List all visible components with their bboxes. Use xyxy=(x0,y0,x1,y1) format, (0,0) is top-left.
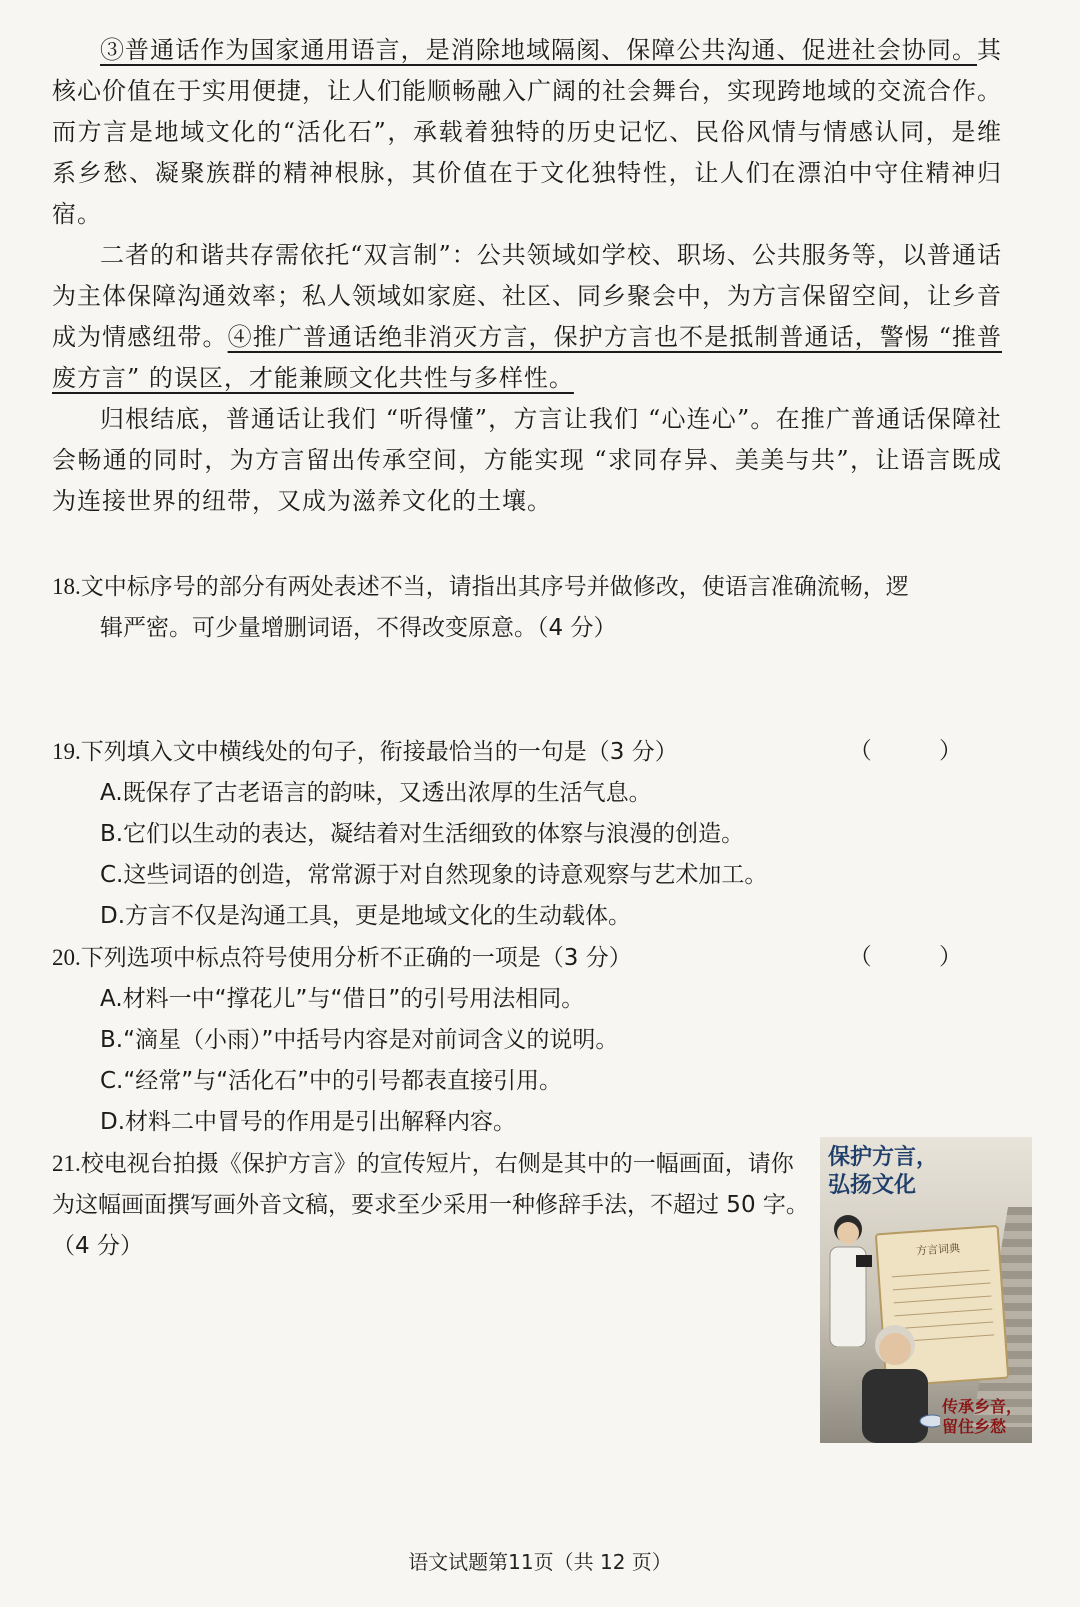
poster-title-line2: 弘扬文化 xyxy=(828,1172,917,1198)
option-a: A.既保存了古老语言的韵味，又透出浓厚的生活气息。 xyxy=(100,780,652,806)
question-stem: 下列填入文中横线处的句子，衔接最恰当的一句是（3 分） xyxy=(80,739,678,765)
option-d: D.材料二中冒号的作用是引出解释内容。 xyxy=(100,1109,517,1135)
answer-space xyxy=(52,649,1002,731)
option-a: A.材料一中“撑花儿”与“借日”的引号用法相同。 xyxy=(100,986,585,1012)
option-d: D.方言不仅是沟通工具，更是地域文化的生动载体。 xyxy=(100,903,632,929)
poster-slogan xyxy=(942,1397,1022,1437)
question-20 xyxy=(52,937,1002,979)
passage-paragraph-1 xyxy=(52,30,1002,235)
question-text: 校电视台拍摄《保护方言》的宣传短片，右侧是其中的一幅画面，请你为这幅画面撰写画外音文稿，要求至少采用一种修辞手法，不超过 50 字。（4 分） xyxy=(52,1151,809,1259)
poster-image xyxy=(820,1137,1032,1443)
poster-slogan-line2: 留住乡愁 xyxy=(941,1417,1006,1436)
option-c: C.这些词语的创造，常常源于对自然现象的诗意观察与艺术加工。 xyxy=(100,862,768,888)
question-number: 18. xyxy=(52,574,81,599)
page-footer: 语文试题第11页（共 12 页） xyxy=(408,1550,672,1574)
underlined-sentence-3: ③普通话作为国家通用语言，是消除地域隔阂、保障公共沟通、促进社会协同。 xyxy=(100,36,977,64)
question-21 xyxy=(52,1143,812,1267)
answer-bracket[interactable]: （ ） xyxy=(848,738,992,764)
option-c: C.“经常”与“活化石”中的引号都表直接引用。 xyxy=(100,1068,563,1094)
answer-bracket[interactable]: （ ） xyxy=(848,944,992,970)
passage-paragraph-3: 归根结底，普通话让我们 “听得懂”，方言让我们 “心连心”。在推广普通话保障社会畅通的同时，为方言留出传承空间，方能实现 “求同存异、美美与共”，让语言既成为连接世界的纽带，又成为滋养文化的土壤。 xyxy=(52,405,1002,515)
question-stem: 下列选项中标点符号使用分析不正确的一项是（3 分） xyxy=(80,945,632,971)
question-number: 19. xyxy=(52,739,81,764)
paragraph-2-text: 二者的和谐共存需依托“双言制”：公共领域如学校、职场、公共服务等，以普通话为主体保障沟通效率；私人领域如家庭、社区、同乡聚会中，为方言保留空间，让乡音成为情感纽带。 xyxy=(52,241,1002,351)
question-number: 20. xyxy=(52,945,81,970)
question-text: 文中标序号的部分有两处表述不当，请指出其序号并做修改，使语言准确流畅，逻 xyxy=(80,574,909,600)
paragraph-1-text: 其核心价值在于实用便捷，让人们能顺畅融入广阔的社会舞台，实现跨地域的交流合作。而方言是地域文化的“活化石”，承载着独特的历史记忆、民俗风情与情感认同，是维系乡愁、凝聚族群的精神根脉，其价值在于文化独特性，让人们在漂泊中守住精神归宿。 xyxy=(52,36,1002,228)
passage xyxy=(52,30,1002,522)
question-text-line2: 辑严密。可少量增删词语，不得改变原意。（4 分） xyxy=(100,615,617,641)
question-19 xyxy=(52,731,1002,773)
book-title: 方言词典 xyxy=(915,1241,961,1258)
poster-title-line1: 保护方言， xyxy=(828,1144,939,1170)
underlined-sentence-4: ④推广普通话绝非消灭方言，保护方言也不是抵制普通话，警惕 “推普废方言” 的误区，才能兼顾文化共性与多样性。 xyxy=(52,323,1002,392)
question-18 xyxy=(52,566,1002,649)
option-b: B.“滴星（小雨）”中括号内容是对前词含义的说明。 xyxy=(100,1027,619,1053)
elderly-person-illustration xyxy=(850,1317,940,1443)
passage-paragraph-2 xyxy=(52,235,1002,399)
poster-slogan-line1: 传承乡音， xyxy=(941,1397,1022,1416)
option-b: B.它们以生动的表达，凝结着对生活细致的体察与浪漫的创造。 xyxy=(100,821,745,847)
question-number: 21. xyxy=(52,1151,81,1176)
poster-title xyxy=(828,1143,938,1199)
